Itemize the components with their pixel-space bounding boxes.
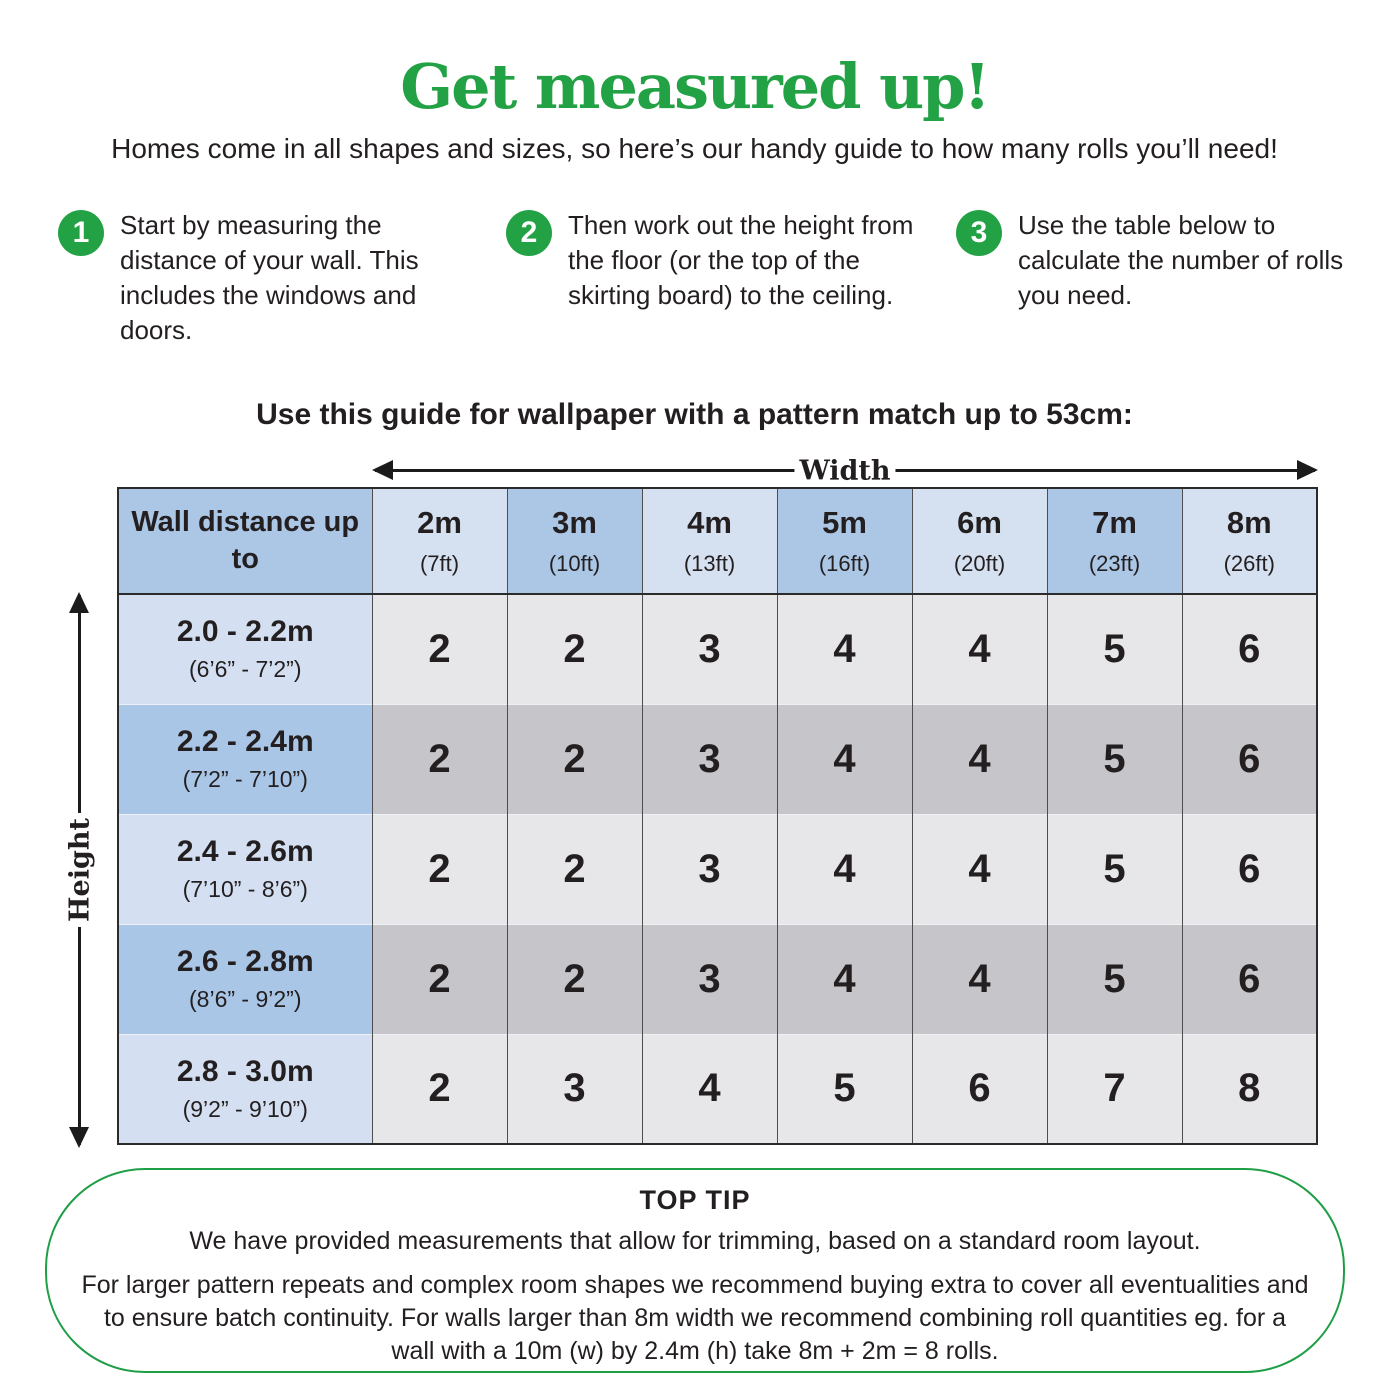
rolls-cell-r5-c4: 5 <box>777 1034 912 1144</box>
rolls-cell-r3-c1: 2 <box>372 814 507 924</box>
rolls-cell-r3-c4: 4 <box>777 814 912 924</box>
row-label-imperial: (7’2” - 7’10”) <box>182 766 308 792</box>
column-header-5m <box>777 488 912 594</box>
row-label-metric: 2.6 - 2.8m <box>176 945 314 978</box>
rolls-cell-r5-c7: 8 <box>1182 1034 1317 1144</box>
rolls-cell-r5-c5: 6 <box>912 1034 1047 1144</box>
arrow-right-icon <box>1297 460 1318 480</box>
rolls-cell-r3-c2: 2 <box>507 814 642 924</box>
rolls-cell-r1-c7: 6 <box>1182 594 1317 704</box>
column-header-metric: 7m <box>1092 505 1137 540</box>
top-tip-line2: For larger pattern repeats and complex room shapes we recommend buying extra to cover all eventualities and to ensure batch continuity. For walls larger than 8m width we recommend combining roll quantities eg. for a wall with a 10m (w) by 2.4m (h) take 8m + 2m = 8 rolls. <box>81 1271 1309 1365</box>
top-tip-box <box>45 1168 1345 1373</box>
row-label-metric: 2.2 - 2.4m <box>176 725 314 758</box>
row-label-imperial: (9’2” - 9’10”) <box>182 1095 308 1122</box>
column-header-metric: 4m <box>687 505 732 540</box>
rolls-cell-r4-c4: 4 <box>777 924 912 1034</box>
rolls-cell-r2-c7: 6 <box>1182 704 1317 814</box>
row-label-metric: 2.8 - 3.0m <box>176 1054 314 1088</box>
rolls-cell-r3-c5: 4 <box>912 814 1047 924</box>
rolls-cell-r5-c6: 7 <box>1047 1034 1182 1144</box>
step-3-number-badge: 3 <box>956 210 1002 256</box>
row-label-2.8 - 3.0m <box>118 1034 372 1144</box>
rolls-cell-r2-c1: 2 <box>372 704 507 814</box>
height-axis-arrow <box>64 592 96 1148</box>
rolls-cell-r4-c3: 3 <box>642 924 777 1034</box>
corner-header-cell: Wall distance up to <box>118 488 372 594</box>
table-header-row <box>118 488 1317 594</box>
column-header-imperial: (10ft) <box>548 551 601 576</box>
column-header-metric: 6m <box>957 505 1002 540</box>
row-label-metric: 2.4 - 2.6m <box>176 835 314 868</box>
arrow-down-icon <box>69 1127 89 1148</box>
height-axis-label: Height <box>65 813 96 927</box>
top-tip-line1: We have provided measurements that allow for trimming, based on a standard room layout. <box>189 1227 1201 1255</box>
rolls-cell-r4-c7: 6 <box>1182 924 1317 1034</box>
row-label-2.4 - 2.6m <box>118 814 372 924</box>
column-header-imperial: (16ft) <box>818 551 871 576</box>
column-header-imperial: (26ft) <box>1223 551 1275 576</box>
column-header-imperial: (23ft) <box>1088 551 1141 576</box>
rolls-cell-r1-c2: 2 <box>507 594 642 704</box>
rolls-cell-r1-c4: 4 <box>777 594 912 704</box>
step-1-text: Start by measuring the distance of your wall. This includes the windows and doors. <box>120 210 419 345</box>
row-label-2.2 - 2.4m <box>118 704 372 814</box>
column-header-8m <box>1182 488 1317 594</box>
table-row-2.0 - 2.2m <box>118 594 1317 704</box>
column-header-4m <box>642 488 777 594</box>
roll-calculator-table <box>117 487 1318 1145</box>
column-header-metric: 2m <box>417 505 462 540</box>
table-body <box>118 594 1317 1144</box>
top-tip-title: TOP TIP <box>639 1185 751 1215</box>
rolls-cell-r2-c5: 4 <box>912 704 1047 814</box>
row-label-2.6 - 2.8m <box>118 924 372 1034</box>
rolls-cell-r2-c2: 2 <box>507 704 642 814</box>
table-row-2.8 - 3.0m <box>118 1034 1317 1144</box>
rolls-cell-r1-c3: 3 <box>642 594 777 704</box>
width-axis-label: Width <box>794 456 895 487</box>
rolls-cell-r5-c3: 4 <box>642 1034 777 1144</box>
table-row-2.2 - 2.4m <box>118 704 1317 814</box>
column-header-metric: 3m <box>552 505 597 540</box>
rolls-cell-r2-c4: 4 <box>777 704 912 814</box>
rolls-cell-r4-c5: 4 <box>912 924 1047 1034</box>
rolls-cell-r4-c2: 2 <box>507 924 642 1034</box>
step-3-text: Use the table below to calculate the number of rolls you need. <box>1018 210 1344 310</box>
width-axis-arrow <box>372 455 1318 487</box>
step-2-text: Then work out the height from the floor (or the top of the skirting board) to the ceiling. <box>568 210 914 310</box>
rolls-cell-r2-c6: 5 <box>1047 704 1182 814</box>
rolls-cell-r4-c1: 2 <box>372 924 507 1034</box>
row-label-imperial: (6’6” - 7’2”) <box>189 656 302 683</box>
rolls-cell-r3-c3: 3 <box>642 814 777 924</box>
column-header-2m <box>372 488 507 594</box>
step-3 <box>956 208 1346 313</box>
column-header-imperial: (20ft) <box>953 551 1006 576</box>
rolls-cell-r5-c1: 2 <box>372 1034 507 1144</box>
rolls-cell-r1-c1: 2 <box>372 594 507 704</box>
step-1 <box>58 208 458 348</box>
rolls-cell-r1-c6: 5 <box>1047 594 1182 704</box>
rolls-cell-r5-c2: 3 <box>507 1034 642 1144</box>
column-header-imperial: (7ft) <box>419 551 460 576</box>
table-caption: Use this guide for wallpaper with a pattern match up to 53cm: <box>256 398 1133 431</box>
row-label-2.0 - 2.2m <box>118 594 372 704</box>
step-2 <box>506 208 916 313</box>
column-header-metric: 5m <box>822 505 867 540</box>
page-title: Get measured up! <box>400 50 989 123</box>
step-1-number-badge: 1 <box>58 210 104 256</box>
rolls-cell-r1-c5: 4 <box>912 594 1047 704</box>
row-label-imperial: (8’6” - 9’2”) <box>189 986 302 1012</box>
column-header-3m <box>507 488 642 594</box>
table-row-2.6 - 2.8m <box>118 924 1317 1034</box>
table-row-2.4 - 2.6m <box>118 814 1317 924</box>
column-header-metric: 8m <box>1226 505 1272 540</box>
rolls-cell-r3-c6: 5 <box>1047 814 1182 924</box>
column-header-7m <box>1047 488 1182 594</box>
rolls-cell-r2-c3: 3 <box>642 704 777 814</box>
step-2-number-badge: 2 <box>506 210 552 256</box>
row-label-metric: 2.0 - 2.2m <box>176 615 314 649</box>
column-header-imperial: (13ft) <box>683 551 736 576</box>
page-subtitle: Homes come in all shapes and sizes, so here’s our handy guide to how many rolls you’ll need! <box>111 133 1278 164</box>
column-header-6m <box>912 488 1047 594</box>
rolls-cell-r4-c6: 5 <box>1047 924 1182 1034</box>
rolls-cell-r3-c7: 6 <box>1182 814 1317 924</box>
row-label-imperial: (7’10” - 8’6”) <box>182 876 308 902</box>
